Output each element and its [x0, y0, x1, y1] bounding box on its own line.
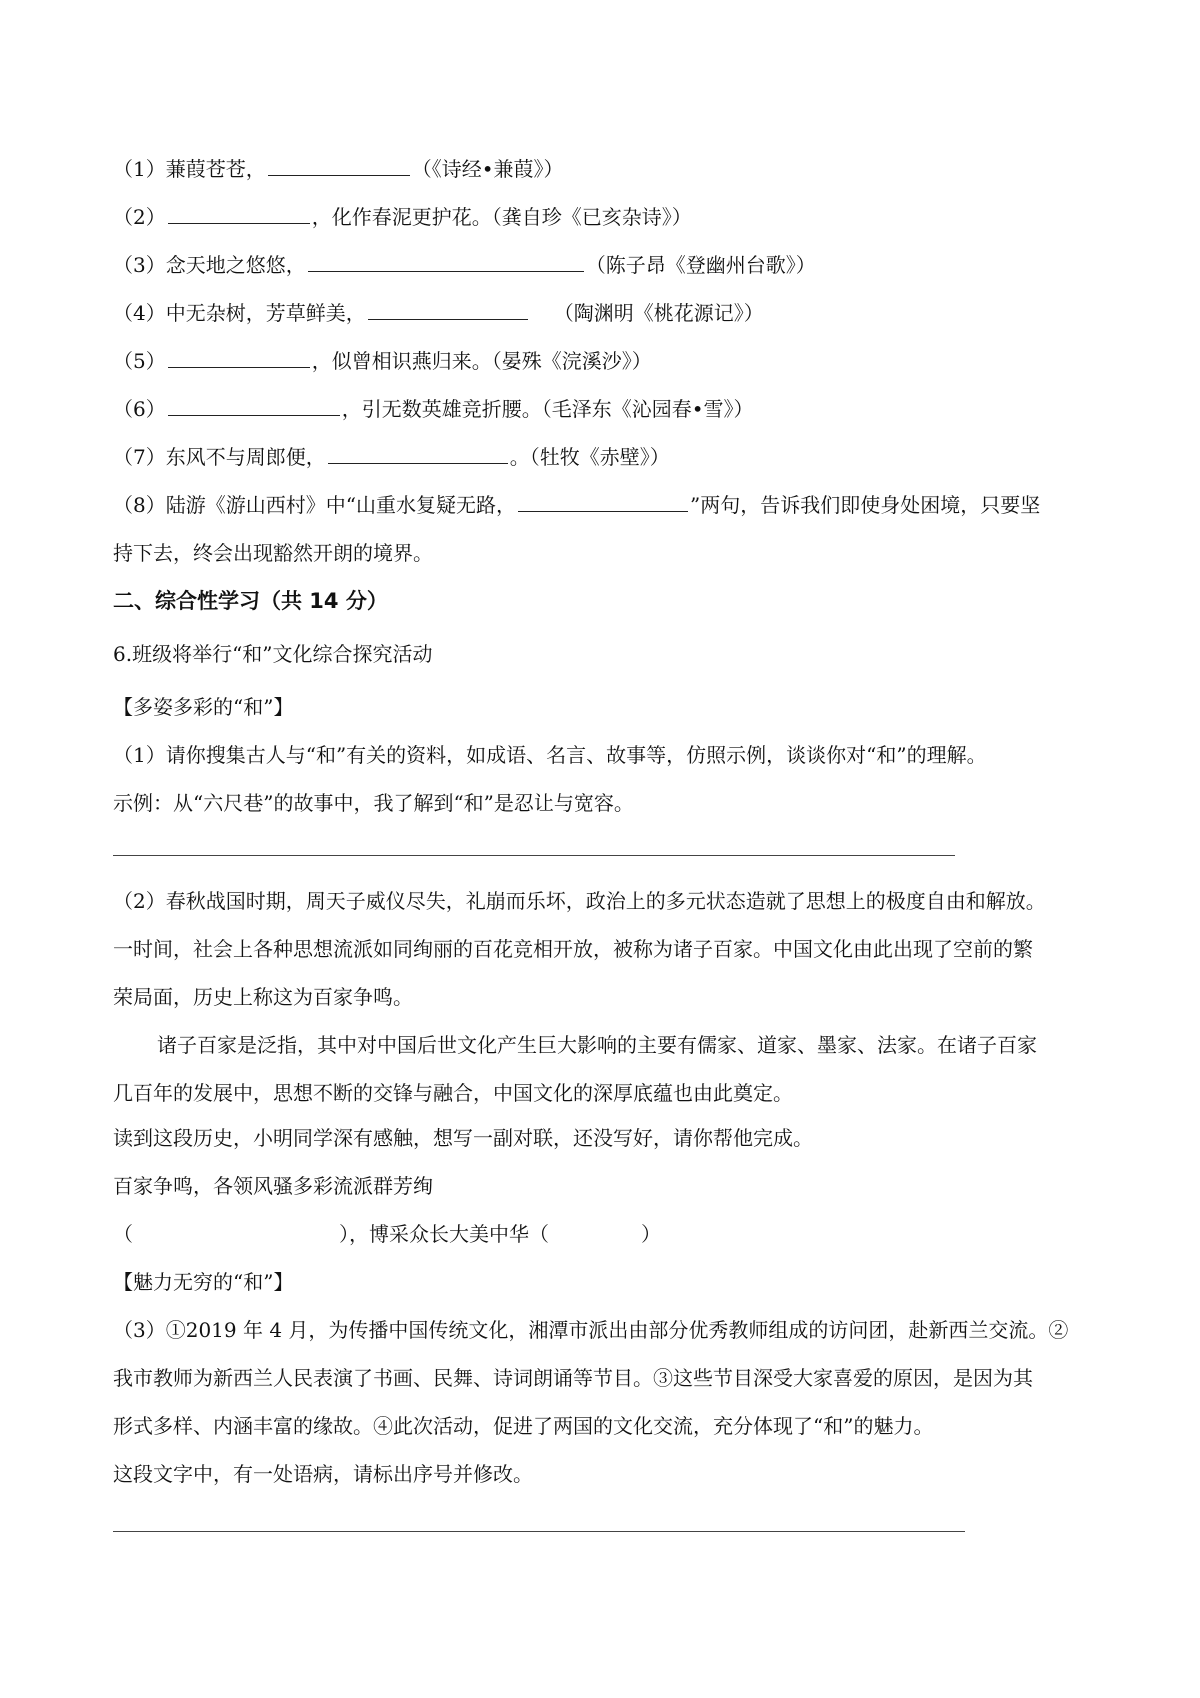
answer-line[interactable]: [113, 855, 955, 856]
subsection-heading-1: 【多姿多彩的“和”】: [113, 695, 294, 719]
poem-source: （陈子昂《登幽州台歌》）: [585, 253, 816, 277]
poem-number: （3）: [113, 253, 166, 277]
poem-q3: [113, 251, 816, 279]
couplet-instruction: 读到这段历史，小明同学深有感触，想写一副对联，还没写好，请你帮他完成。: [113, 1126, 813, 1150]
poem-prompt: 中无杂树，芳草鲜美，: [165, 301, 366, 325]
poem-source: （陶渊明《桃花源记》）: [553, 301, 764, 325]
poem-q8: [113, 491, 1040, 519]
answer-blank[interactable]: [168, 347, 310, 368]
poem-source: 。（牡牧《赤壁》）: [509, 445, 670, 469]
poem-q8-cont: 持下去，终会出现豁然开朗的境界。: [113, 541, 433, 565]
answer-blank[interactable]: [368, 299, 528, 320]
poem-source: ”两句，告诉我们即使身处困境，只要坚: [689, 493, 1041, 517]
subsection-heading-2: 【魅力无穷的“和”】: [113, 1270, 294, 1294]
couplet-second-line: （ ），博采众长大美中华（ ）: [113, 1222, 661, 1246]
poem-q1: [113, 155, 564, 183]
poem-number: （4）: [113, 301, 166, 325]
poem-source: ，化作春泥更护花。（龚自珍《已亥杂诗》）: [311, 205, 692, 229]
answer-blank[interactable]: [518, 491, 688, 512]
question-6-2-line-2: 一时间，社会上各种思想流派如同绚丽的百花竞相开放，被称为诸子百家。中国文化由此出现了空前的繁: [113, 937, 1033, 961]
poem-prompt: 陆游《游山西村》中“山重水复疑无路，: [165, 493, 516, 517]
section-heading: 二、综合性学习（共 14 分）: [113, 589, 388, 613]
poem-prompt: 念天地之悠悠，: [165, 253, 306, 277]
poem-q7: [113, 443, 670, 471]
poem-number: （7）: [113, 445, 166, 469]
question-6-2-line-3: 荣局面，历史上称这为百家争鸣。: [113, 985, 413, 1009]
poem-source: （《诗经•兼葭》）: [411, 157, 564, 181]
poem-q4: [113, 299, 764, 327]
example-text: 示例：从“六尺巷”的故事中，我了解到“和”是忍让与宽容。: [113, 791, 634, 815]
poem-q6: [113, 395, 754, 423]
passage-paragraph-line-1: 诸子百家是泛指，其中对中国后世文化产生巨大影响的主要有儒家、道家、墨家、法家。在诸子百家: [157, 1033, 1037, 1057]
question-6-3-line-1: （3）①2019 年 4 月，为传播中国传统文化，湘潭市派出由部分优秀教师组成的访问团，赴新西兰交流。②: [113, 1318, 1069, 1342]
answer-blank[interactable]: [168, 203, 310, 224]
poem-q2: [113, 203, 692, 231]
question-6-title: 6.班级将举行“和”文化综合探究活动: [113, 642, 433, 666]
poem-prompt: 蒹葭苍苍，: [165, 157, 266, 181]
couplet-first-line: 百家争鸣，各领风骚多彩流派群芳绚: [113, 1174, 433, 1198]
question-6-1: （1）请你搜集古人与“和”有关的资料，如成语、名言、故事等，仿照示例，谈谈你对“和”的理解。: [113, 743, 987, 767]
poem-number: （8）: [113, 493, 166, 517]
passage-paragraph-line-2: 几百年的发展中，思想不断的交锋与融合，中国文化的深厚底蕴也由此奠定。: [113, 1081, 793, 1105]
answer-blank[interactable]: [168, 395, 340, 416]
answer-blank[interactable]: [328, 443, 508, 464]
question-6-3-line-2: 我市教师为新西兰人民表演了书画、民舞、诗词朗诵等节目。③这些节目深受大家喜爱的原因，是因为其: [113, 1366, 1033, 1390]
poem-q5: [113, 347, 652, 375]
poem-prompt: 东风不与周郎便，: [165, 445, 326, 469]
question-6-3-instruction: 这段文字中，有一处语病，请标出序号并修改。: [113, 1462, 533, 1486]
poem-number: （5）: [113, 349, 166, 373]
poem-number: （6）: [113, 397, 166, 421]
question-6-2-line-1: （2）春秋战国时期，周天子威仪尽失，礼崩而乐坏，政治上的多元状态造就了思想上的极度自由和解放。: [113, 889, 1046, 913]
answer-line[interactable]: [113, 1531, 965, 1532]
answer-blank[interactable]: [308, 251, 584, 272]
poem-source: ，似曾相识燕归来。（晏殊《浣溪沙》）: [311, 349, 652, 373]
question-6-3-line-3: 形式多样、内涵丰富的缘故。④此次活动，促进了两国的文化交流，充分体现了“和”的魅力。: [113, 1414, 934, 1438]
answer-blank[interactable]: [268, 155, 410, 176]
poem-number: （1）: [113, 157, 166, 181]
poem-number: （2）: [113, 205, 166, 229]
poem-source: ，引无数英雄竞折腰。（毛泽东《沁园春•雪》）: [341, 397, 754, 421]
